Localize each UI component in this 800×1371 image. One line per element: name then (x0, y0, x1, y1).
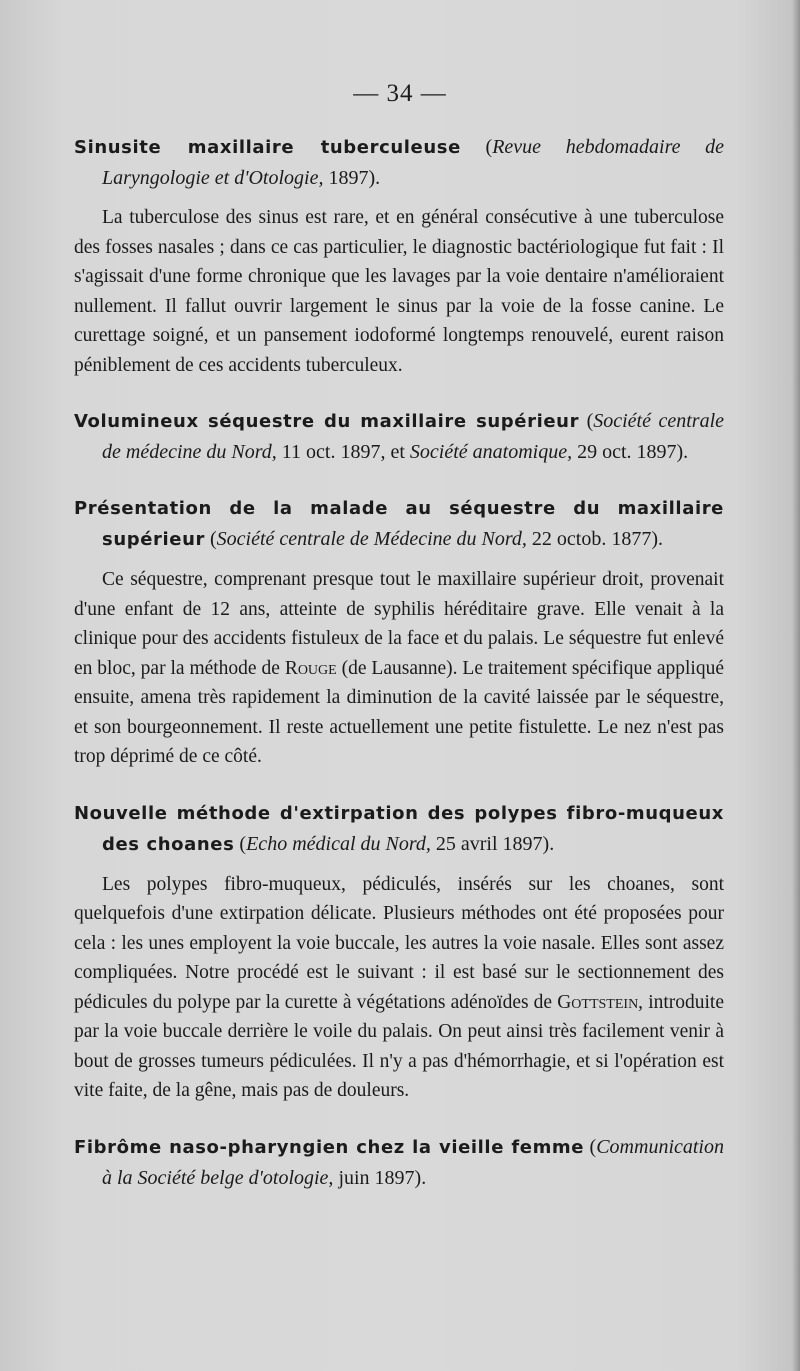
entry-title: Fibrôme naso-pharyngien chez la vieille femme (74, 1136, 585, 1158)
entry-source: Communication à la Société belge d'otologie, (102, 1135, 724, 1189)
entry-source: Revue hebdomadaire de Laryngologie et d'Otologie, (102, 136, 724, 189)
source-open-paren: ( (239, 832, 247, 855)
entry-source: Société centrale de Médecine du Nord, (216, 528, 527, 550)
entry-heading (74, 406, 724, 467)
entry-body (74, 870, 724, 1106)
entry-source: Société centrale de médecine du Nord, (102, 410, 725, 463)
entry-source-tail: juin 1897). (338, 1166, 427, 1189)
entry-source-tail: 29 oct. 1897). (577, 441, 689, 463)
entry-title: Nouvelle méthode d'extirpation des polypes fibro-muqueux des choanes (74, 802, 724, 855)
entry-heading (74, 132, 724, 193)
source-open-paren: ( (589, 1135, 597, 1158)
entry-body-part2: (de Lausanne). Le traitement spécifique appliqué ensuite, amena très rapidement la diminution de la cavité laissée par le séquestre, et son bourgeonnement. Il reste actuellement une petite fistulette. Le nez n'est pas trop déprimé de ce côté. (74, 657, 725, 767)
entry-fibrome (74, 1132, 724, 1193)
entry-source-tail: 1897). (328, 167, 381, 189)
entry-body: La tuberculose des sinus est rare, et en général consécutive à une tuberculose des fosses nasales ; dans ce cas particulier, le diagnostic bactériologique fut fait : Il s'agissait d'une forme chronique que les lavages par la voie dentaire n'amélioraient nullement. Il fallut ouvrir largement le sinus par la voie de la fosse canine. Le curettage soigné, et un pansement iodoformé longtemps renouvelé, eurent raison péniblement de ces accidents tuberculeux. (74, 207, 724, 376)
entry-source: Echo médical du Nord, (246, 832, 431, 855)
entry-heading (74, 1132, 724, 1193)
entry-nouvelle-methode (74, 798, 724, 1106)
source-open-paren: ( (209, 528, 217, 550)
entry-source-tail: 25 avril 1897). (435, 832, 555, 855)
entry-body-part1: Ce séquestre, comprenant presque tout le maxillaire supérieur droit, provenait d'une enfant de 12 ans, atteinte de syphilis héréditaire grave. Elle venait à la clinique pour des accidents fistuleux de la face et du palais. Le séquestre fut enlevé en bloc, par la méthode de (74, 569, 724, 679)
source-open-paren: ( (586, 410, 594, 432)
entry-body-part2: introduite par la voie buccale derrière le voile du palais. On peut ainsi très facilement venir à bout de grosses tumeurs pédiculées. Il n'y a pas d'hémorrhagie, et si l'opération est vite faite, de la gêne, mais pas de douleurs. (74, 991, 725, 1101)
entry-presentation-malade (74, 493, 724, 772)
entry-heading (74, 493, 724, 555)
page-number: — 34 — (353, 80, 447, 107)
entry-title: Sinusite maxillaire tuberculeuse (74, 137, 461, 158)
entry-title: Volumineux séquestre du maxillaire supérieur (74, 411, 580, 432)
entry-sinusite (74, 132, 724, 380)
entry-heading (74, 798, 724, 860)
entry-title: Présentation de la malade au séquestre du maxillaire supérieur (74, 498, 724, 550)
entry-volumineux-sequestre (74, 406, 724, 467)
entry-source-secondary: Société anatomique, (409, 441, 573, 463)
author-name: Rouge (284, 657, 337, 679)
entry-source-middle: 11 oct. 1897, et (281, 441, 405, 463)
author-name: Gottstein, (557, 991, 644, 1013)
entry-body-part1: Les polypes fibro-muqueux, pédiculés, insérés sur les choanes, sont quelquefois d'une extirpation délicate. Plusieurs méthodes ont été proposées pour cela : les unes employent la voie buccale, les autres la voie nasale. Elles sont assez compliquées. Notre procédé est le suivant : il est basé sur le sectionnement des pédicules du polype par la curette à végétations adénoïdes de (74, 873, 724, 1013)
source-open-paren: ( (485, 136, 493, 158)
page-content (74, 132, 724, 1219)
entry-source-tail: 22 octob. 1877). (531, 528, 663, 550)
entry-body (74, 565, 724, 772)
